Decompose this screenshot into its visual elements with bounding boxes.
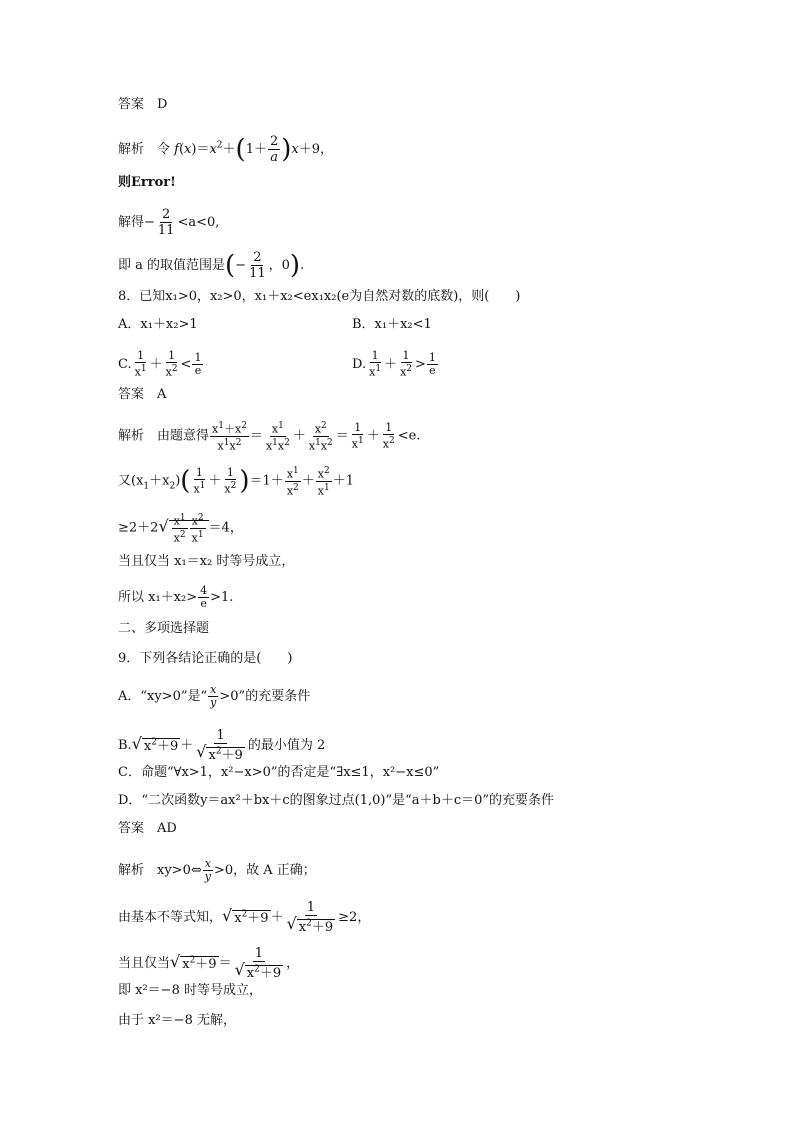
solution-8-step3: ≥2＋2√ $\frac{x^1}{x^2}$ $\frac{x^2}{x^1}$ ＝4，: [118, 513, 243, 545]
q9-option-c: C．命题“∀x>1，x²−x>0”的否定是“∃x≤1，x²−x≤0”: [118, 765, 440, 780]
section-heading: 二、多项选择题: [118, 621, 210, 636]
solution-8-step2: 又$(x_1+x_2)$( $\frac{1}{x^1}$ ＋ $\frac{1}{x^2}$ )＝1＋ $\frac{x^1}{x^2}$ ＋ $\frac{x^2}{x^1}$ ＋1: [118, 465, 355, 498]
solution-9-nosol: 由于 x²＝−8 无解，: [118, 1013, 236, 1028]
q8-option-a: A．x₁＋x₂>1: [118, 317, 198, 332]
q9-option-d: D．“二次函数y＝ax²＋bx＋c的图象过点(1,0)”是“a＋b＋c＝0”的充要条件: [118, 793, 555, 808]
solution-8: 解析 由题意得 $\frac{x^1+x^2}{x^1x^2}$ ＝ $\frac{x^1}{x^1x^2}$ ＋ $\frac{x^2}{x^1x^2}$ ＝ $\frac{1}{x^1}$ ＋ $\frac{1}{x^2}$ <e.: [118, 420, 421, 453]
then-error: 则Error!: [118, 175, 176, 190]
q8-option-b: B．x₁＋x₂<1: [352, 317, 432, 332]
answer-1: 答案 D: [118, 97, 168, 112]
conclusion-8: 所以 x₁＋x₂> $\frac{4}{e}$ >1.: [118, 584, 234, 610]
q8-option-d: D. $\frac{1}{x^1}$ ＋ $\frac{1}{x^2}$ > $\frac{1}{e}$: [352, 349, 436, 379]
question-9: 9．下列各结论正确的是( ): [118, 651, 293, 666]
question-8: 8．已知x₁>0，x₂>0，x₁＋x₂<ex₁x₂(e为自然对数的底数)，则( ): [118, 289, 521, 304]
solution-9-basic-ineq: 由基本不等式知，√ $x^2+9$ ＋ $\frac{1}{√ x^2+9}$ ≥2，: [118, 900, 371, 935]
eq-condition-8: 当且仅当 x₁＝x₂ 时等号成立，: [118, 554, 295, 569]
answer-9: 答案 AD: [118, 821, 177, 836]
solution-9-x2: 即 x²＝−8 时等号成立，: [118, 983, 262, 998]
solution-9-eq-only: 当且仅当√ $x^2+9$ ＝ $\frac{1}{√ x^2+9}$ ，: [118, 946, 300, 981]
range-result: 即 a 的取值范围是(− $\frac{2}{11}$ ，0).: [118, 250, 305, 281]
answer-8: 答案 A: [118, 387, 167, 402]
solution-9: 解析 xy>0⇔ $\frac{x}{y}$ >0，故 A 正确；: [118, 857, 316, 883]
q8-option-c: C. $\frac{1}{x^1}$ ＋ $\frac{1}{x^2}$ < $\frac{1}{e}$: [118, 349, 202, 379]
solve-range: 解得− $\frac{2}{11}$ <a<0,: [118, 207, 220, 238]
q9-option-a: A．“xy>0”是“ $\frac{x}{y}$ >0”的充要条件: [118, 683, 311, 709]
solution-1: 解析 令 $f(x)=x^2+(1+$ $\frac{2}{a}$ )x＋9，: [118, 134, 334, 165]
q9-option-b: B.√ $x^2+9$ ＋ $\frac{1}{√ x^2+9}$ 的最小值为 2: [118, 728, 326, 763]
